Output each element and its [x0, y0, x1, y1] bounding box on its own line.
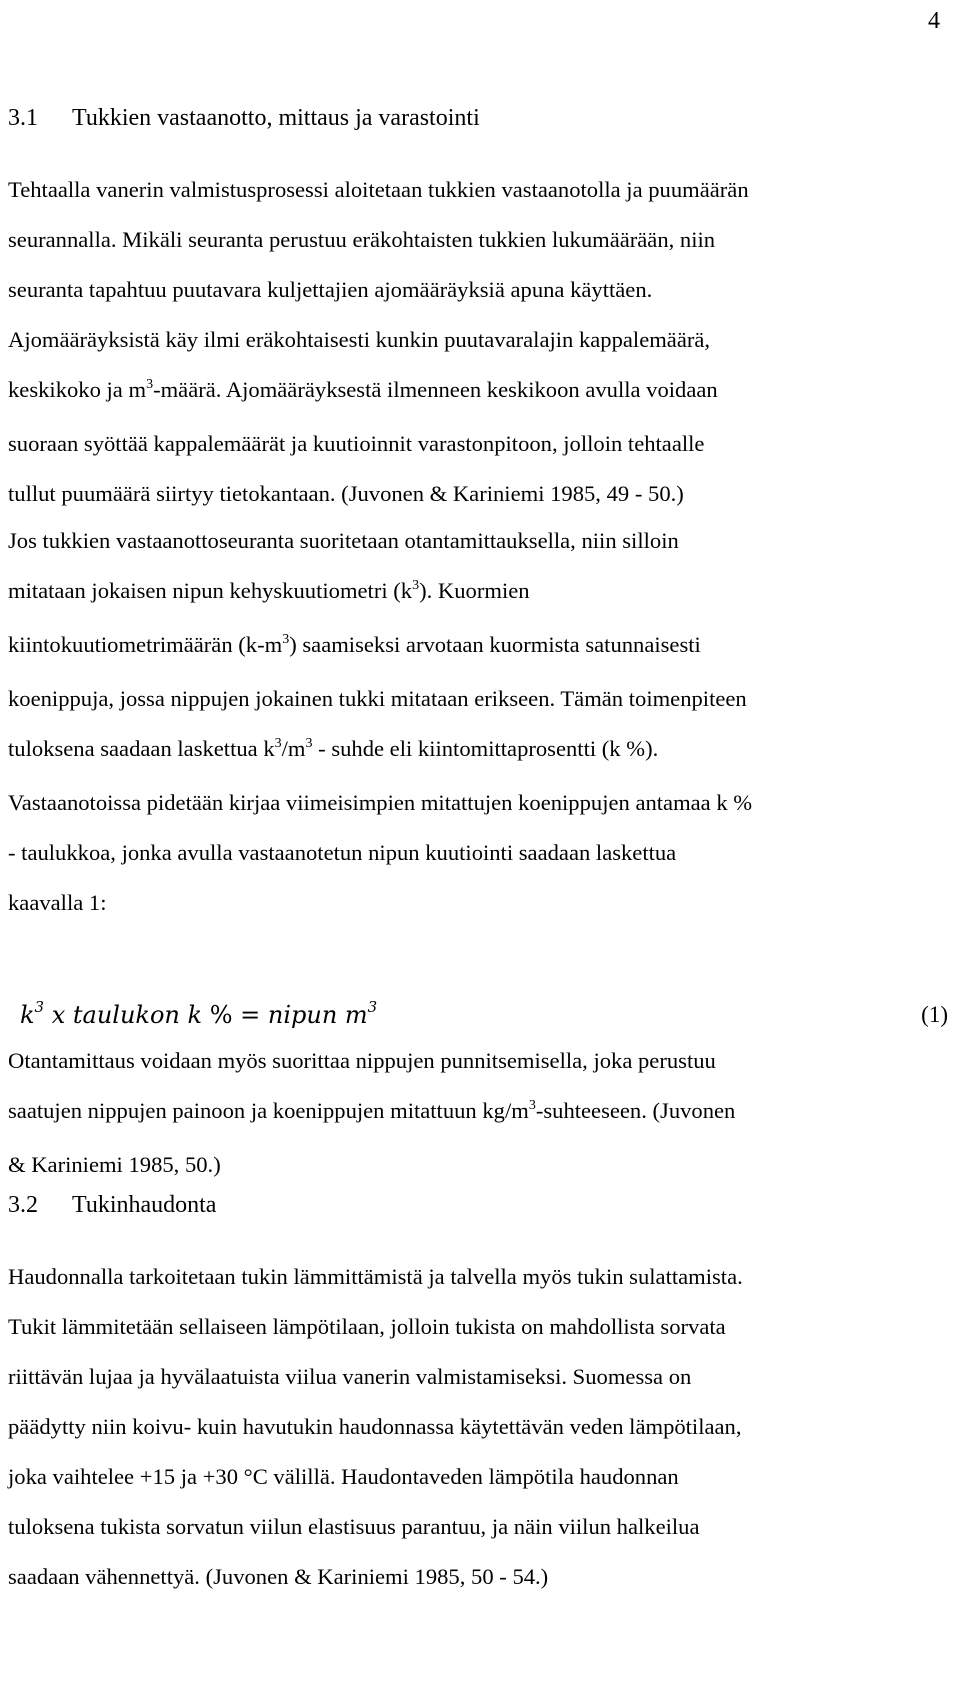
text-line: Vastaanotoissa pidetään kirjaa viimeisimpien mitattujen koenippujen antamaa k % [8, 790, 753, 815]
text-span: keskikoko ja m [8, 377, 147, 402]
text-line [8, 365, 948, 419]
superscript: 3 [412, 578, 420, 593]
superscript: 3 [528, 1098, 536, 1113]
text-line: Haudonnalla tarkoitetaan tukin lämmittämistä ja talvella myös tukin sulattamista. [8, 1264, 743, 1289]
text-line: riittävän lujaa ja hyvälaatuista viilua vanerin valmistamiseksi. Suomessa on [8, 1364, 692, 1389]
paragraph-weighing [8, 1036, 948, 1190]
equation-percent: % [209, 1001, 233, 1029]
paragraph-reception [8, 165, 948, 519]
section-heading-3-1 [8, 103, 480, 133]
text-line: tuloksena tukista sorvatun viilun elastisuus parantuu, ja näin viilun halkeilua [8, 1514, 700, 1539]
section-heading-3-2 [8, 1190, 216, 1220]
superscript: 3 [305, 736, 313, 751]
text-line: koenippuja, jossa nippujen jokainen tukki mitataan erikseen. Tämän toimenpiteen [8, 686, 747, 711]
text-line: Tehtaalla vanerin valmistusprosessi aloitetaan tukkien vastaanotolla ja puumäärän [8, 177, 749, 202]
text-line: Ajomääräyksistä käy ilmi eräkohtaisesti kunkin puutavaralajin kappalemäärä, [8, 327, 711, 352]
equation-text: x taulukon k [44, 1001, 210, 1029]
text-line: - taulukkoa, jonka avulla vastaanotetun nipun kuutiointi saadaan laskettua [8, 840, 677, 865]
paragraph-sampling [8, 516, 948, 928]
text-line: kaavalla 1: [8, 890, 107, 915]
superscript: 3 [274, 736, 282, 751]
equation-formula [20, 1000, 377, 1033]
text-line: seurannalla. Mikäli seuranta perustuu eräkohtaisten tukkien lukumäärään, niin [8, 227, 716, 252]
text-line: tullut puumäärä siirtyy tietokantaan. (Juvonen & Kariniemi 1985, 49 - 50.) [8, 481, 684, 506]
text-span: - suhde eli kiintomittaprosentti (k %). [312, 736, 659, 761]
text-line [8, 1086, 948, 1140]
section-title: Tukinhaudonta [72, 1192, 217, 1218]
text-line: seuranta tapahtuu puutavara kuljettajien ajomääräyksiä apuna käyttäen. [8, 277, 653, 302]
text-span: saatujen nippujen painoon ja koenippujen mitattuun kg/m [8, 1098, 529, 1123]
superscript: 3 [146, 377, 154, 392]
page-number: 4 [928, 8, 940, 34]
text-span: -määrä. Ajomääräyksestä ilmenneen keskikoon avulla voidaan [153, 377, 718, 402]
equation-symbol: k [20, 1001, 35, 1029]
text-span: ) saamiseksi arvotaan kuormista satunnaisesti [289, 632, 701, 657]
section-title: Tukkien vastaanotto, mittaus ja varastointi [72, 105, 480, 131]
text-line: saadaan vähennettyä. (Juvonen & Kariniemi 1985, 50 - 54.) [8, 1564, 549, 1589]
section-number: 3.1 [8, 105, 38, 131]
text-line: & Kariniemi 1985, 50.) [8, 1152, 221, 1177]
text-span: -suhteeseen. (Juvonen [535, 1098, 736, 1123]
text-line: Tukit lämmitetään sellaiseen lämpötilaan, jolloin tukista on mahdollista sorvata [8, 1314, 726, 1339]
text-line: päädytty niin koivu- kuin havutukin haudonnassa käytettävän veden lämpötilaan, [8, 1414, 742, 1439]
text-line [8, 620, 948, 674]
text-span: ). Kuormien [419, 578, 530, 603]
text-line [8, 566, 948, 620]
text-span: tuloksena saadaan laskettua k [8, 736, 275, 761]
text-line: suoraan syöttää kappalemäärät ja kuutioinnit varastonpitoon, jolloin tehtaalle [8, 431, 705, 456]
superscript: 3 [367, 998, 378, 1016]
paragraph-steaming [8, 1252, 948, 1602]
text-line: Jos tukkien vastaanottoseuranta suoritetaan otantamittauksella, niin silloin [8, 528, 679, 553]
text-line: Otantamittaus voidaan myös suorittaa nippujen punnitsemisella, joka perustuu [8, 1048, 716, 1073]
section-number: 3.2 [8, 1192, 38, 1218]
text-span: /m [281, 736, 306, 761]
equation-text: nipun m [267, 1001, 368, 1029]
superscript: 3 [34, 998, 45, 1016]
superscript: 3 [282, 632, 290, 647]
text-span: mitataan jokaisen nipun kehyskuutiometri (k [8, 578, 413, 603]
text-line [8, 724, 948, 778]
equation-number: (1) [921, 1002, 948, 1027]
equation-equals: = [232, 1001, 268, 1029]
text-span: kiintokuutiometrimäärän (k-m [8, 632, 283, 657]
text-line: joka vaihtelee +15 ja +30 °C välillä. Haudontaveden lämpötila haudonnan [8, 1464, 679, 1489]
